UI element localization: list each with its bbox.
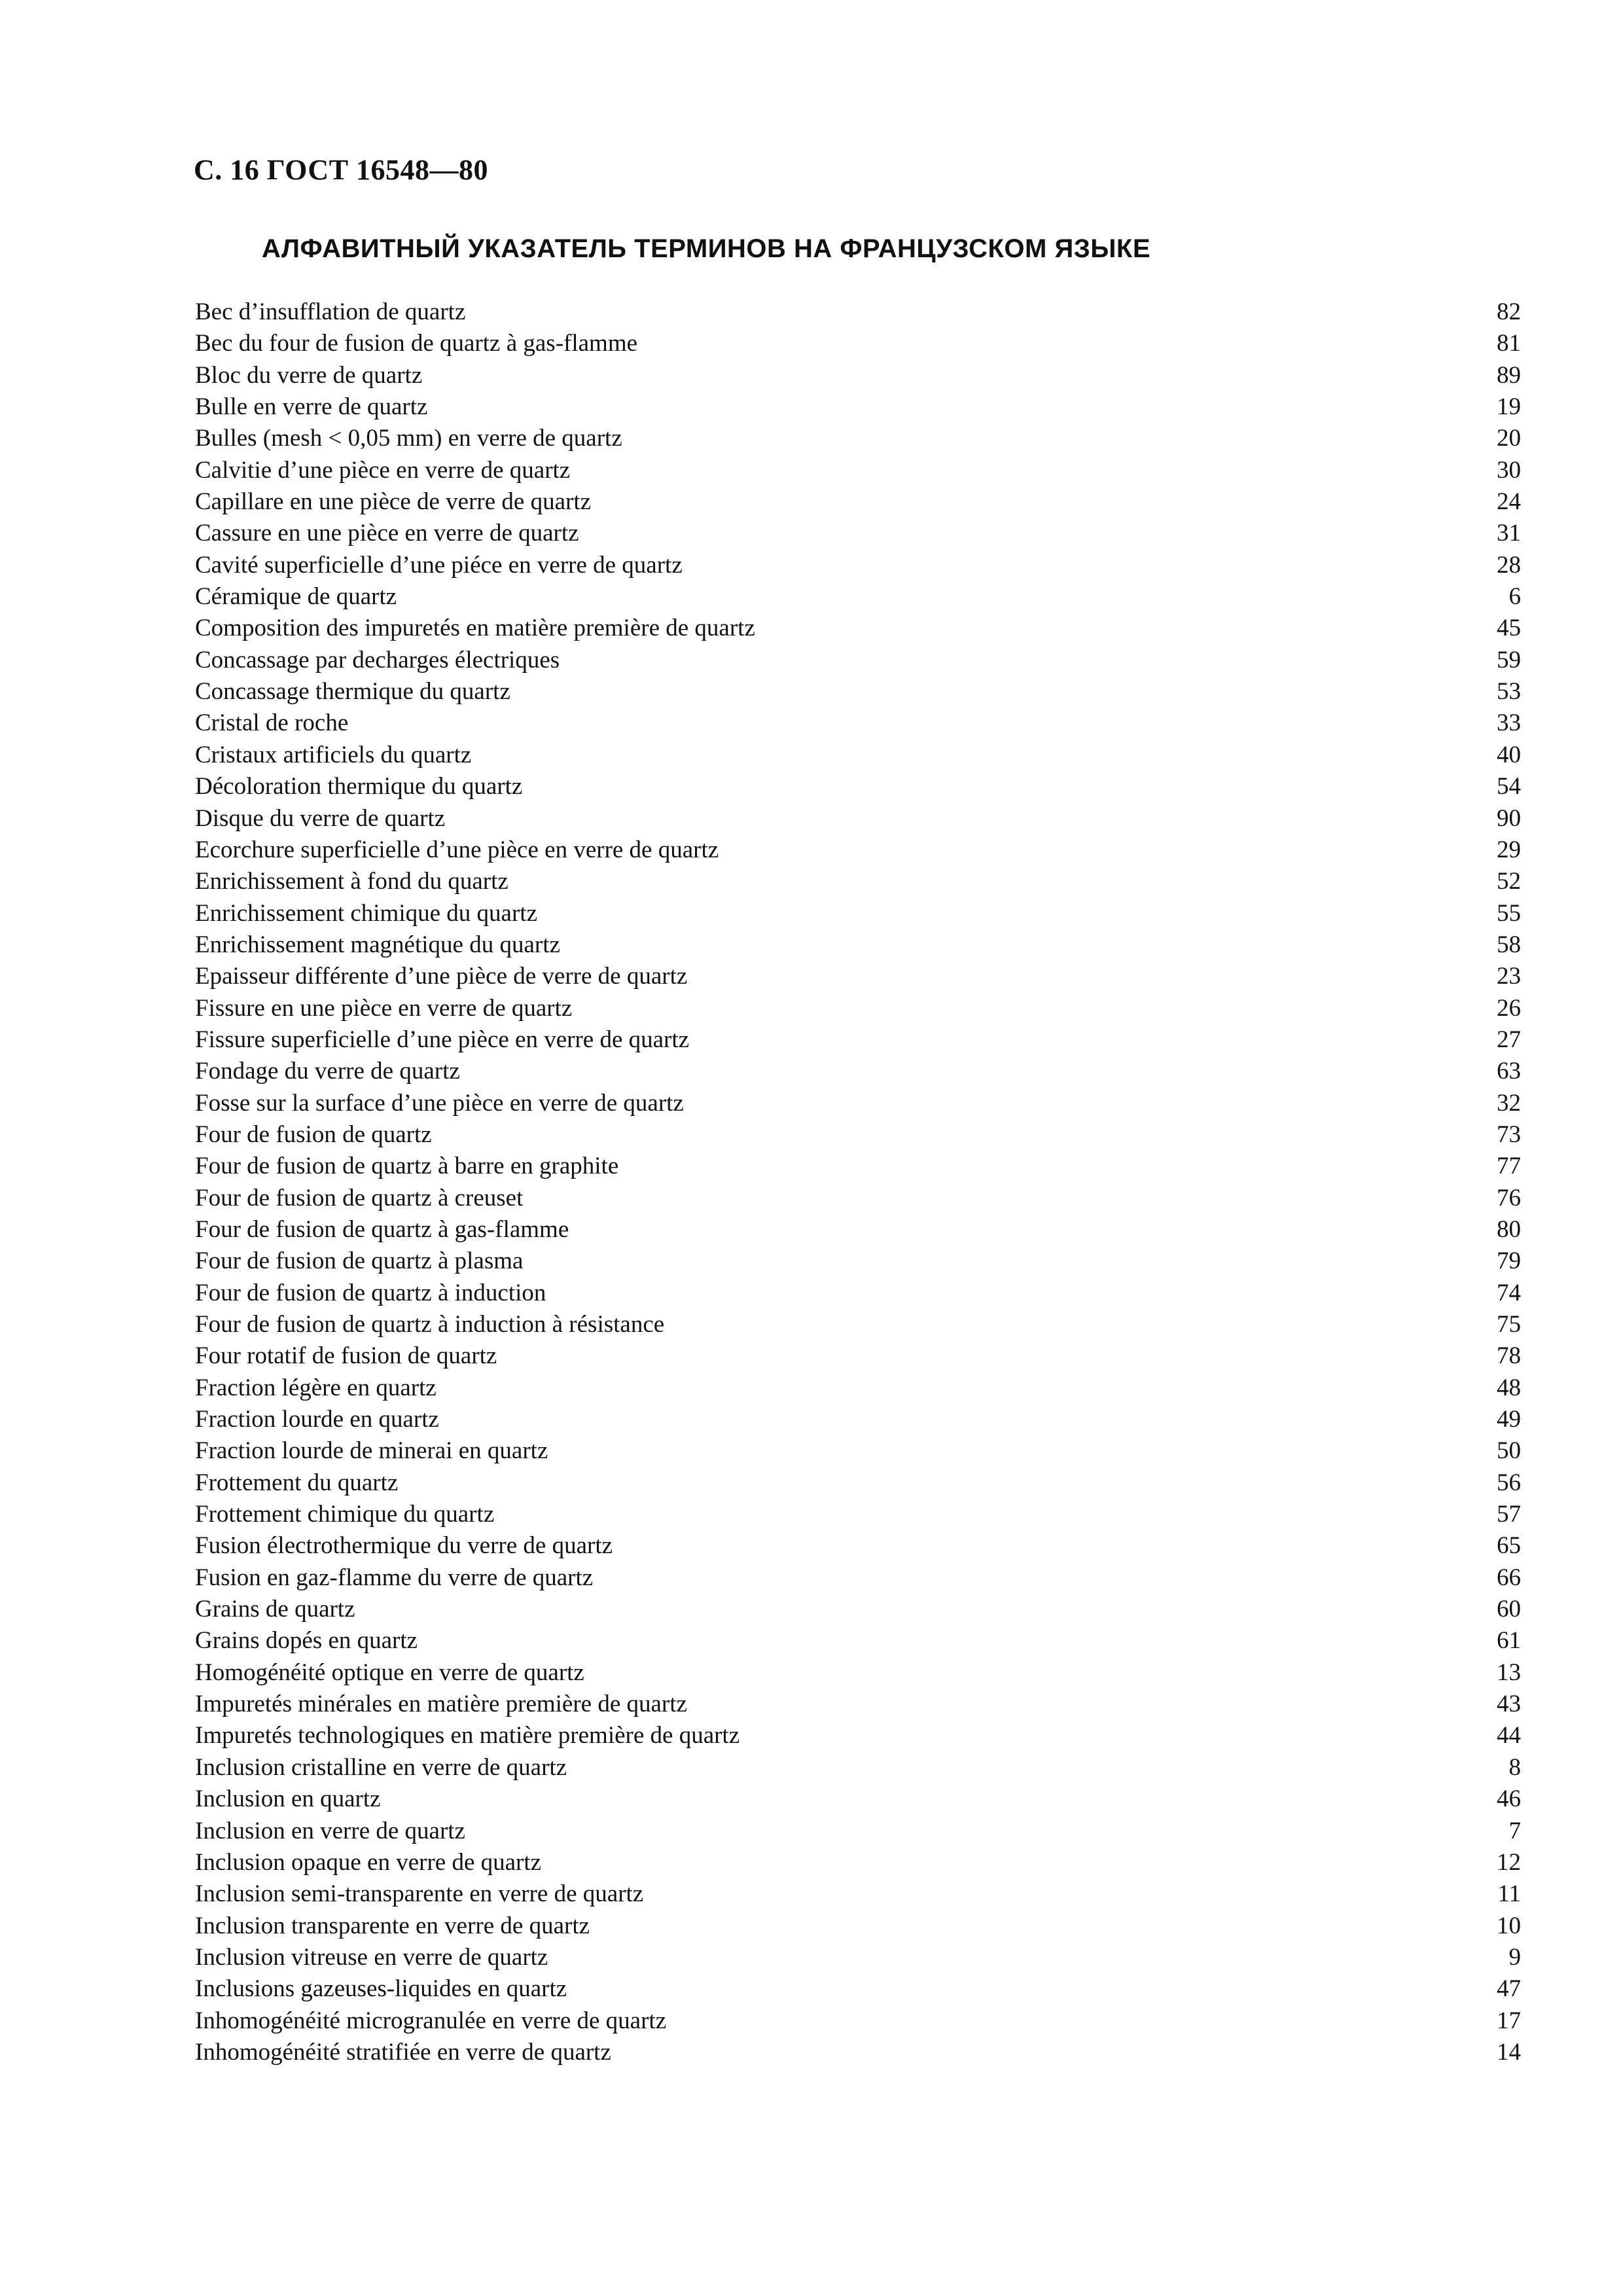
index-entry [195, 1246, 1521, 1277]
entry-term: Fusion électrothermique du verre de quartz [195, 1532, 613, 1560]
entry-term: Grains dopés en quartz [195, 1627, 418, 1655]
entry-number: 79 [1497, 1247, 1521, 1275]
entry-term: Bec d’insufflation de quartz [195, 298, 466, 325]
entry-term: Disque du verre de quartz [195, 804, 446, 832]
entry-term: Inclusion opaque en verre de quartz [195, 1848, 542, 1876]
index-entry [195, 1499, 1521, 1530]
index-entry [195, 296, 1521, 328]
entry-number: 45 [1497, 615, 1521, 642]
entry-term: Four de fusion de quartz à induction [195, 1279, 546, 1306]
index-entry [195, 1119, 1521, 1151]
entry-number: 81 [1497, 330, 1521, 357]
index-entry [195, 1530, 1521, 1562]
entry-term: Cristaux artificiels du quartz [195, 741, 472, 768]
index-entry [195, 423, 1521, 454]
entry-term: Four de fusion de quartz à barre en graphite [195, 1153, 619, 1180]
entry-number: 11 [1497, 1880, 1521, 1908]
index-entry [195, 740, 1521, 771]
entry-number: 6 [1508, 583, 1521, 611]
entry-number: 74 [1497, 1279, 1521, 1306]
entry-term: Grains de quartz [195, 1596, 355, 1623]
entry-term: Homogénéité optique en verre de quartz [195, 1659, 584, 1686]
index-entry [195, 1752, 1521, 1784]
entry-number: 63 [1497, 1058, 1521, 1085]
entry-term: Calvitie d’une pièce en verre de quartz [195, 456, 571, 484]
entry-term: Inclusion transparente en verre de quartz [195, 1912, 590, 1939]
index-entry [195, 1973, 1521, 2005]
entry-number: 19 [1497, 393, 1521, 421]
entry-term: Inhomogénéité stratifiée en verre de quartz [195, 2038, 611, 2066]
entry-number: 89 [1497, 361, 1521, 389]
index-entry [195, 1689, 1521, 1720]
index-entry [195, 518, 1521, 549]
entry-number: 8 [1508, 1753, 1521, 1781]
entry-number: 13 [1497, 1659, 1521, 1686]
entry-term: Cristal de roche [195, 709, 349, 737]
index-entry [195, 1214, 1521, 1246]
entry-number: 76 [1497, 1184, 1521, 1211]
index-list [195, 296, 1521, 2068]
entry-term: Concassage par decharges électriques [195, 646, 560, 673]
entry-term: Fraction lourde de minerai en quartz [195, 1437, 548, 1465]
entry-term: Four rotatif de fusion de quartz [195, 1342, 497, 1370]
entry-number: 57 [1497, 1501, 1521, 1528]
entry-number: 20 [1497, 425, 1521, 452]
entry-number: 59 [1497, 646, 1521, 673]
entry-number: 73 [1497, 1121, 1521, 1148]
index-entry [195, 1340, 1521, 1372]
entry-number: 12 [1497, 1848, 1521, 1876]
index-entry [195, 1816, 1521, 1847]
entry-number: 60 [1497, 1596, 1521, 1623]
entry-number: 82 [1497, 298, 1521, 325]
index-entry [195, 1847, 1521, 1878]
index-entry [195, 1942, 1521, 1973]
index-entry [195, 1657, 1521, 1689]
index-entry [195, 1404, 1521, 1435]
entry-number: 56 [1497, 1469, 1521, 1496]
entry-term: Four de fusion de quartz [195, 1121, 432, 1148]
index-entry [195, 1183, 1521, 1214]
entry-term: Impuretés technologiques en matière première de quartz [195, 1722, 740, 1749]
entry-number: 9 [1508, 1943, 1521, 1971]
entry-number: 80 [1497, 1215, 1521, 1243]
index-entry [195, 2005, 1521, 2037]
index-entry [195, 391, 1521, 423]
entry-number: 43 [1497, 1691, 1521, 1718]
index-entry [195, 961, 1521, 992]
index-entry [195, 708, 1521, 739]
index-entry [195, 1594, 1521, 1625]
entry-term: Concassage thermique du quartz [195, 678, 510, 706]
entry-number: 77 [1497, 1153, 1521, 1180]
entry-number: 53 [1497, 678, 1521, 706]
index-entry [195, 1784, 1521, 1815]
entry-number: 23 [1497, 963, 1521, 990]
entry-number: 29 [1497, 836, 1521, 863]
entry-number: 28 [1497, 551, 1521, 579]
index-entry [195, 1562, 1521, 1594]
entry-term: Bloc du verre de quartz [195, 361, 423, 389]
entry-number: 75 [1497, 1311, 1521, 1338]
entry-number: 17 [1497, 2007, 1521, 2034]
entry-term: Four de fusion de quartz à induction à résistance [195, 1311, 665, 1338]
index-entry [195, 1372, 1521, 1404]
entry-term: Four de fusion de quartz à creuset [195, 1184, 524, 1211]
index-entry [195, 581, 1521, 613]
index-entry [195, 328, 1521, 359]
index-entry [195, 486, 1521, 518]
index-entry [195, 866, 1521, 897]
entry-term: Composition des impuretés en matière première de quartz [195, 615, 755, 642]
entry-term: Fondage du verre de quartz [195, 1058, 460, 1085]
index-entry [195, 1309, 1521, 1340]
index-entry [195, 993, 1521, 1024]
entry-term: Ecorchure superficielle d’une pièce en verre de quartz [195, 836, 719, 863]
entry-term: Fissure superficielle d’une pièce en verre de quartz [195, 1026, 690, 1053]
entry-term: Capillare en une pièce de verre de quartz [195, 488, 592, 516]
index-entry [195, 1720, 1521, 1751]
entry-number: 26 [1497, 994, 1521, 1022]
index-entry [195, 834, 1521, 866]
entry-number: 50 [1497, 1437, 1521, 1465]
entry-number: 14 [1497, 2038, 1521, 2066]
page-header: С. 16 ГОСТ 16548—80 [194, 154, 489, 186]
entry-number: 24 [1497, 488, 1521, 516]
entry-term: Inclusion vitreuse en verre de quartz [195, 1943, 548, 1971]
index-entry [195, 1435, 1521, 1467]
entry-number: 65 [1497, 1532, 1521, 1560]
entry-term: Fusion en gaz-flamme du verre de quartz [195, 1564, 594, 1591]
entry-term: Décoloration thermique du quartz [195, 773, 523, 800]
index-entry [195, 613, 1521, 644]
index-entry [195, 803, 1521, 834]
entry-term: Four de fusion de quartz à gas-flamme [195, 1215, 569, 1243]
entry-term: Fraction lourde en quartz [195, 1406, 439, 1433]
entry-number: 61 [1497, 1627, 1521, 1655]
index-entry [195, 1910, 1521, 1942]
entry-number: 66 [1497, 1564, 1521, 1591]
entry-number: 90 [1497, 804, 1521, 832]
index-entry [195, 455, 1521, 486]
entry-number: 44 [1497, 1722, 1521, 1749]
index-entry [195, 929, 1521, 961]
entry-term: Inclusion semi-transparente en verre de quartz [195, 1880, 644, 1908]
entry-number: 48 [1497, 1374, 1521, 1401]
index-entry [195, 1088, 1521, 1119]
entry-number: 55 [1497, 899, 1521, 927]
entry-term: Enrichissement chimique du quartz [195, 899, 537, 927]
entry-term: Fraction légère en quartz [195, 1374, 437, 1401]
index-entry [195, 2037, 1521, 2068]
entry-number: 52 [1497, 868, 1521, 895]
entry-number: 7 [1508, 1817, 1521, 1844]
entry-number: 46 [1497, 1785, 1521, 1813]
entry-number: 78 [1497, 1342, 1521, 1370]
entry-term: Bulles (mesh < 0,05 mm) en verre de quartz [195, 425, 622, 452]
entry-term: Enrichissement à fond du quartz [195, 868, 508, 895]
entry-term: Inclusion en quartz [195, 1785, 381, 1813]
index-entry [195, 1024, 1521, 1056]
entry-term: Fosse sur la surface d’une pièce en verre de quartz [195, 1089, 684, 1117]
index-entry [195, 550, 1521, 581]
entry-term: Frottement du quartz [195, 1469, 399, 1496]
entry-term: Bec du four de fusion de quartz à gas-flamme [195, 330, 638, 357]
entry-term: Inhomogénéité microgranulée en verre de quartz [195, 2007, 667, 2034]
entry-term: Inclusions gazeuses-liquides en quartz [195, 1975, 567, 2003]
entry-number: 49 [1497, 1406, 1521, 1433]
entry-number: 30 [1497, 456, 1521, 484]
entry-number: 32 [1497, 1089, 1521, 1117]
entry-number: 47 [1497, 1975, 1521, 2003]
entry-term: Bulle en verre de quartz [195, 393, 428, 421]
entry-term: Inclusion cristalline en verre de quartz [195, 1753, 567, 1781]
index-entry [195, 898, 1521, 929]
entry-number: 10 [1497, 1912, 1521, 1939]
entry-number: 58 [1497, 931, 1521, 958]
entry-number: 33 [1497, 709, 1521, 737]
entry-term: Epaisseur différente d’une pièce de verre de quartz [195, 963, 688, 990]
index-entry [195, 1467, 1521, 1499]
entry-term: Four de fusion de quartz à plasma [195, 1247, 524, 1275]
entry-number: 31 [1497, 520, 1521, 547]
index-entry [195, 771, 1521, 802]
index-entry [195, 1056, 1521, 1087]
index-entry [195, 645, 1521, 676]
entry-term: Cassure en une pièce en verre de quartz [195, 520, 579, 547]
entry-term: Inclusion en verre de quartz [195, 1817, 465, 1844]
entry-term: Cavité superficielle d’une piéce en verre de quartz [195, 551, 683, 579]
index-entry [195, 1625, 1521, 1657]
index-title: АЛФАВИТНЫЙ УКАЗАТЕЛЬ ТЕРМИНОВ НА ФРАНЦУЗСКОМ ЯЗЫКЕ [262, 234, 1151, 263]
entry-term: Fissure en une pièce en verre de quartz [195, 994, 573, 1022]
index-entry [195, 1151, 1521, 1182]
entry-number: 54 [1497, 773, 1521, 800]
index-entry [195, 1278, 1521, 1309]
entry-term: Enrichissement magnétique du quartz [195, 931, 560, 958]
entry-term: Céramique de quartz [195, 583, 397, 611]
entry-term: Frottement chimique du quartz [195, 1501, 495, 1528]
entry-term: Impuretés minérales en matière première de quartz [195, 1691, 687, 1718]
index-entry [195, 360, 1521, 391]
entry-number: 27 [1497, 1026, 1521, 1053]
index-entry [195, 1878, 1521, 1910]
index-entry [195, 676, 1521, 708]
entry-number: 40 [1497, 741, 1521, 768]
